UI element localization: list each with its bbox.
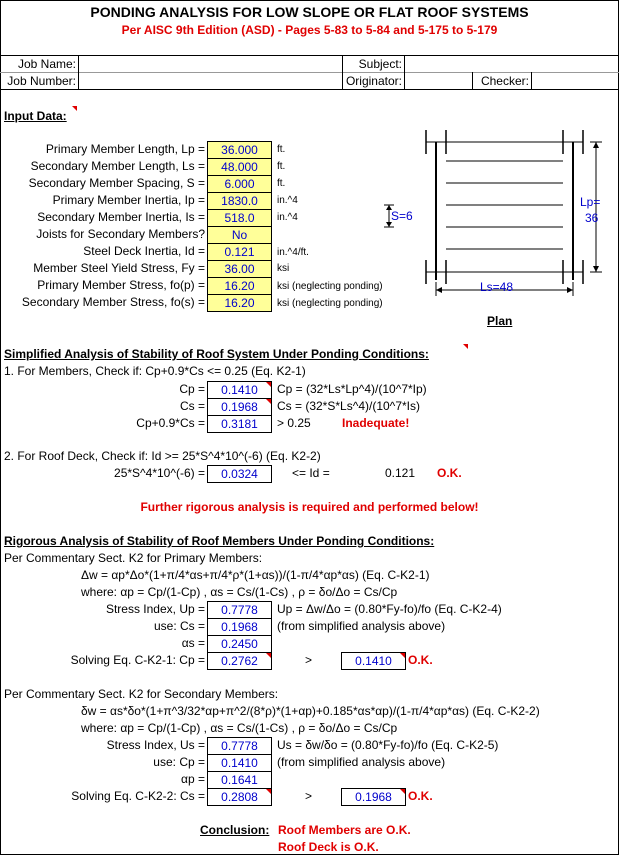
- deck-value: 0.0324: [207, 465, 272, 483]
- originator-label: Originator:: [345, 74, 402, 88]
- conclusion-deck: Roof Deck is O.K.: [278, 840, 379, 854]
- simplified-heading: Simplified Analysis of Stability of Roof System Under Ponding Conditions:: [4, 347, 429, 361]
- header-col-divider: [78, 55, 79, 89]
- comment-marker: [266, 789, 271, 794]
- use-cp-note: (from simplified analysis above): [277, 755, 446, 769]
- alpha-p-value: 0.1641: [207, 771, 272, 789]
- solve-cp-ref: 0.1410: [341, 652, 406, 670]
- checker-label: Checker:: [480, 74, 529, 88]
- input-unit: ksi (neglecting ponding): [277, 298, 383, 309]
- input-label: Joists for Secondary Members?: [36, 227, 205, 241]
- lp-dimension-value: 36: [585, 211, 599, 225]
- checker-field[interactable]: [533, 73, 616, 88]
- plan-caption: Plan: [487, 314, 513, 328]
- solve-cp-result: O.K.: [408, 653, 433, 667]
- conclusion-label: Conclusion:: [200, 823, 270, 837]
- header-bottom-divider: [0, 89, 619, 90]
- fos-input[interactable]: 16.20: [207, 294, 272, 312]
- use-cs-note: (from simplified analysis above): [277, 619, 446, 633]
- secondary-equation: δw = αs*δo*(1+π^3/32*αp+π^2/(8*ρ)*(1+αp)+0.185*αs*αp)/(1-π/4*αp*αs) (Eq. C-K2-2): [81, 704, 540, 718]
- deck-check-text: 2. For Roof Deck, Check if: Id >= 25*S^4*10^(-6) (Eq. K2-2): [4, 449, 321, 463]
- comment-marker: [72, 106, 77, 111]
- conclusion-members: Roof Members are O.K.: [278, 823, 411, 837]
- input-unit: in.^4/ft.: [277, 247, 309, 258]
- job-name-label: Job Name:: [17, 57, 76, 71]
- primary-equation: Δw = αp*Δo*(1+π/4*αs+π/4*ρ*(1+αs))/(1-π/4*αp*αs) (Eq. C-K2-1): [81, 568, 430, 582]
- subject-label: Subject:: [358, 57, 402, 71]
- solve-cs-value: 0.2808: [207, 788, 272, 806]
- sum-compare: > 0.25: [277, 416, 311, 430]
- member-check-text: 1. For Members, Check if: Cp+0.9*Cs <= 0.25 (Eq. K2-1): [4, 364, 306, 378]
- header-col-divider: [342, 55, 343, 89]
- solve-cp-compare: >: [305, 653, 313, 667]
- solve-cs-ref: 0.1968: [341, 788, 406, 806]
- originator-field[interactable]: [406, 73, 470, 88]
- comment-marker: [400, 789, 405, 794]
- comment-marker: [400, 653, 405, 658]
- job-number-label: Job Number:: [7, 74, 76, 88]
- joists-select[interactable]: No: [207, 226, 272, 244]
- sum-label: Cp+0.9*Cs =: [136, 416, 205, 430]
- job-number-field[interactable]: [80, 73, 340, 88]
- sum-value: 0.3181: [207, 415, 272, 433]
- header-col-divider: [472, 72, 473, 89]
- solve-cs-label: Solving Eq. C-K2-2: Cs =: [71, 789, 205, 803]
- job-name-field[interactable]: [80, 56, 340, 71]
- us-value: 0.7778: [207, 737, 272, 755]
- input-label: Primary Member Length, Lp =: [45, 142, 205, 156]
- comment-marker: [266, 382, 271, 387]
- further-analysis-note: Further rigorous analysis is required and performed below!: [140, 500, 479, 514]
- up-formula: Up = Δw/Δo = (0.80*Fy-fo)/fo (Eq. C-K2-4): [277, 602, 502, 616]
- solve-cp-value: 0.2762: [207, 652, 272, 670]
- cp-value: 0.1410: [207, 381, 272, 399]
- alpha-s-label: αs =: [181, 636, 205, 650]
- input-unit: ft.: [277, 144, 286, 155]
- secondary-where: where: αp = Cp/(1-Cp) , αs = Cs/(1-Cs) , ρ = δo/Δo = Cs/Cp: [81, 721, 398, 735]
- rigorous-heading: Rigorous Analysis of Stability of Roof Members Under Ponding Conditions:: [4, 534, 435, 548]
- up-label: Stress Index, Up =: [105, 602, 205, 616]
- use-cs-value: 0.1968: [207, 618, 272, 636]
- cp-formula: Cp = (32*Ls*Lp^4)/(10^7*Ip): [277, 382, 427, 396]
- lp-dimension-label: Lp=: [580, 195, 601, 209]
- input-label: Primary Member Stress, fo(p) =: [37, 278, 205, 292]
- input-label: Primary Member Inertia, Ip =: [52, 193, 205, 207]
- solve-cp-label: Solving Eq. C-K2-1: Cp =: [70, 653, 205, 667]
- input-unit: ksi: [277, 263, 290, 274]
- input-unit: ksi (neglecting ponding): [277, 281, 383, 292]
- input-unit: in.^4: [277, 212, 298, 223]
- spacing-label: S=6: [391, 209, 413, 223]
- header-col-divider: [404, 55, 405, 89]
- deck-compare: <= Id =: [292, 466, 330, 480]
- alpha-p-label: αp =: [181, 772, 205, 786]
- input-unit: in.^4: [277, 195, 298, 206]
- cs-formula: Cs = (32*S*Ls^4)/(10^7*Is): [277, 399, 420, 413]
- comment-marker: [266, 399, 271, 404]
- use-cp-value: 0.1410: [207, 754, 272, 772]
- deck-result: O.K.: [437, 466, 462, 480]
- deck-id-value: 0.121: [385, 466, 416, 480]
- input-label: Secondary Member Stress, fo(s) =: [21, 295, 205, 309]
- ip-input[interactable]: 1830.0: [207, 192, 272, 210]
- comment-marker: [266, 653, 271, 658]
- solve-cs-compare: >: [305, 789, 313, 803]
- input-data-heading: Input Data:: [4, 109, 67, 123]
- primary-title: Per Commentary Sect. K2 for Primary Members:: [4, 551, 263, 565]
- page-subtitle: Per AISC 9th Edition (ASD) - Pages 5-83 to 5-84 and 5-175 to 5-179: [121, 23, 498, 37]
- ls-dimension-label: Ls=48: [480, 280, 514, 294]
- cp-label: Cp =: [179, 382, 205, 396]
- input-label: Secondary Member Length, Ls =: [30, 159, 205, 173]
- s-input[interactable]: 6.000: [207, 175, 272, 193]
- us-formula: Us = δw/δo = (0.80*Fy-fo)/fo (Eq. C-K2-5): [277, 738, 499, 752]
- fop-input[interactable]: 16.20: [207, 277, 272, 295]
- up-value: 0.7778: [207, 601, 272, 619]
- cs-value: 0.1968: [207, 398, 272, 416]
- us-label: Stress Index, Us =: [106, 738, 205, 752]
- input-label: Member Steel Yield Stress, Fy =: [33, 261, 205, 275]
- input-label: Steel Deck Inertia, Id =: [83, 244, 205, 258]
- use-cp-label: use: Cp =: [153, 755, 205, 769]
- page-title: PONDING ANALYSIS FOR LOW SLOPE OR FLAT ROOF SYSTEMS: [90, 4, 529, 20]
- subject-field[interactable]: [406, 56, 616, 71]
- secondary-title: Per Commentary Sect. K2 for Secondary Members:: [4, 687, 279, 701]
- fy-input[interactable]: 36.00: [207, 260, 272, 278]
- cs-label: Cs =: [179, 399, 205, 413]
- ls-input[interactable]: 48.000: [207, 158, 272, 176]
- input-unit: ft.: [277, 161, 286, 172]
- alpha-s-value: 0.2450: [207, 635, 272, 653]
- header-col-divider: [531, 72, 532, 89]
- lp-input[interactable]: 36.000: [207, 141, 272, 159]
- input-unit: ft.: [277, 178, 286, 189]
- solve-cs-result: O.K.: [408, 789, 433, 803]
- input-label: Secondary Member Spacing, S =: [28, 176, 205, 190]
- comment-marker: [463, 344, 468, 349]
- deck-label: 25*S^4*10^(-6) =: [114, 466, 205, 480]
- sum-result: Inadequate!: [342, 416, 410, 430]
- is-input[interactable]: 518.0: [207, 209, 272, 227]
- use-cs-label: use: Cs =: [153, 619, 205, 633]
- input-label: Secondary Member Inertia, Is =: [37, 210, 205, 224]
- id-input[interactable]: 0.121: [207, 243, 272, 261]
- primary-where: where: αp = Cp/(1-Cp) , αs = Cs/(1-Cs) , ρ = δo/Δo = Cs/Cp: [81, 585, 398, 599]
